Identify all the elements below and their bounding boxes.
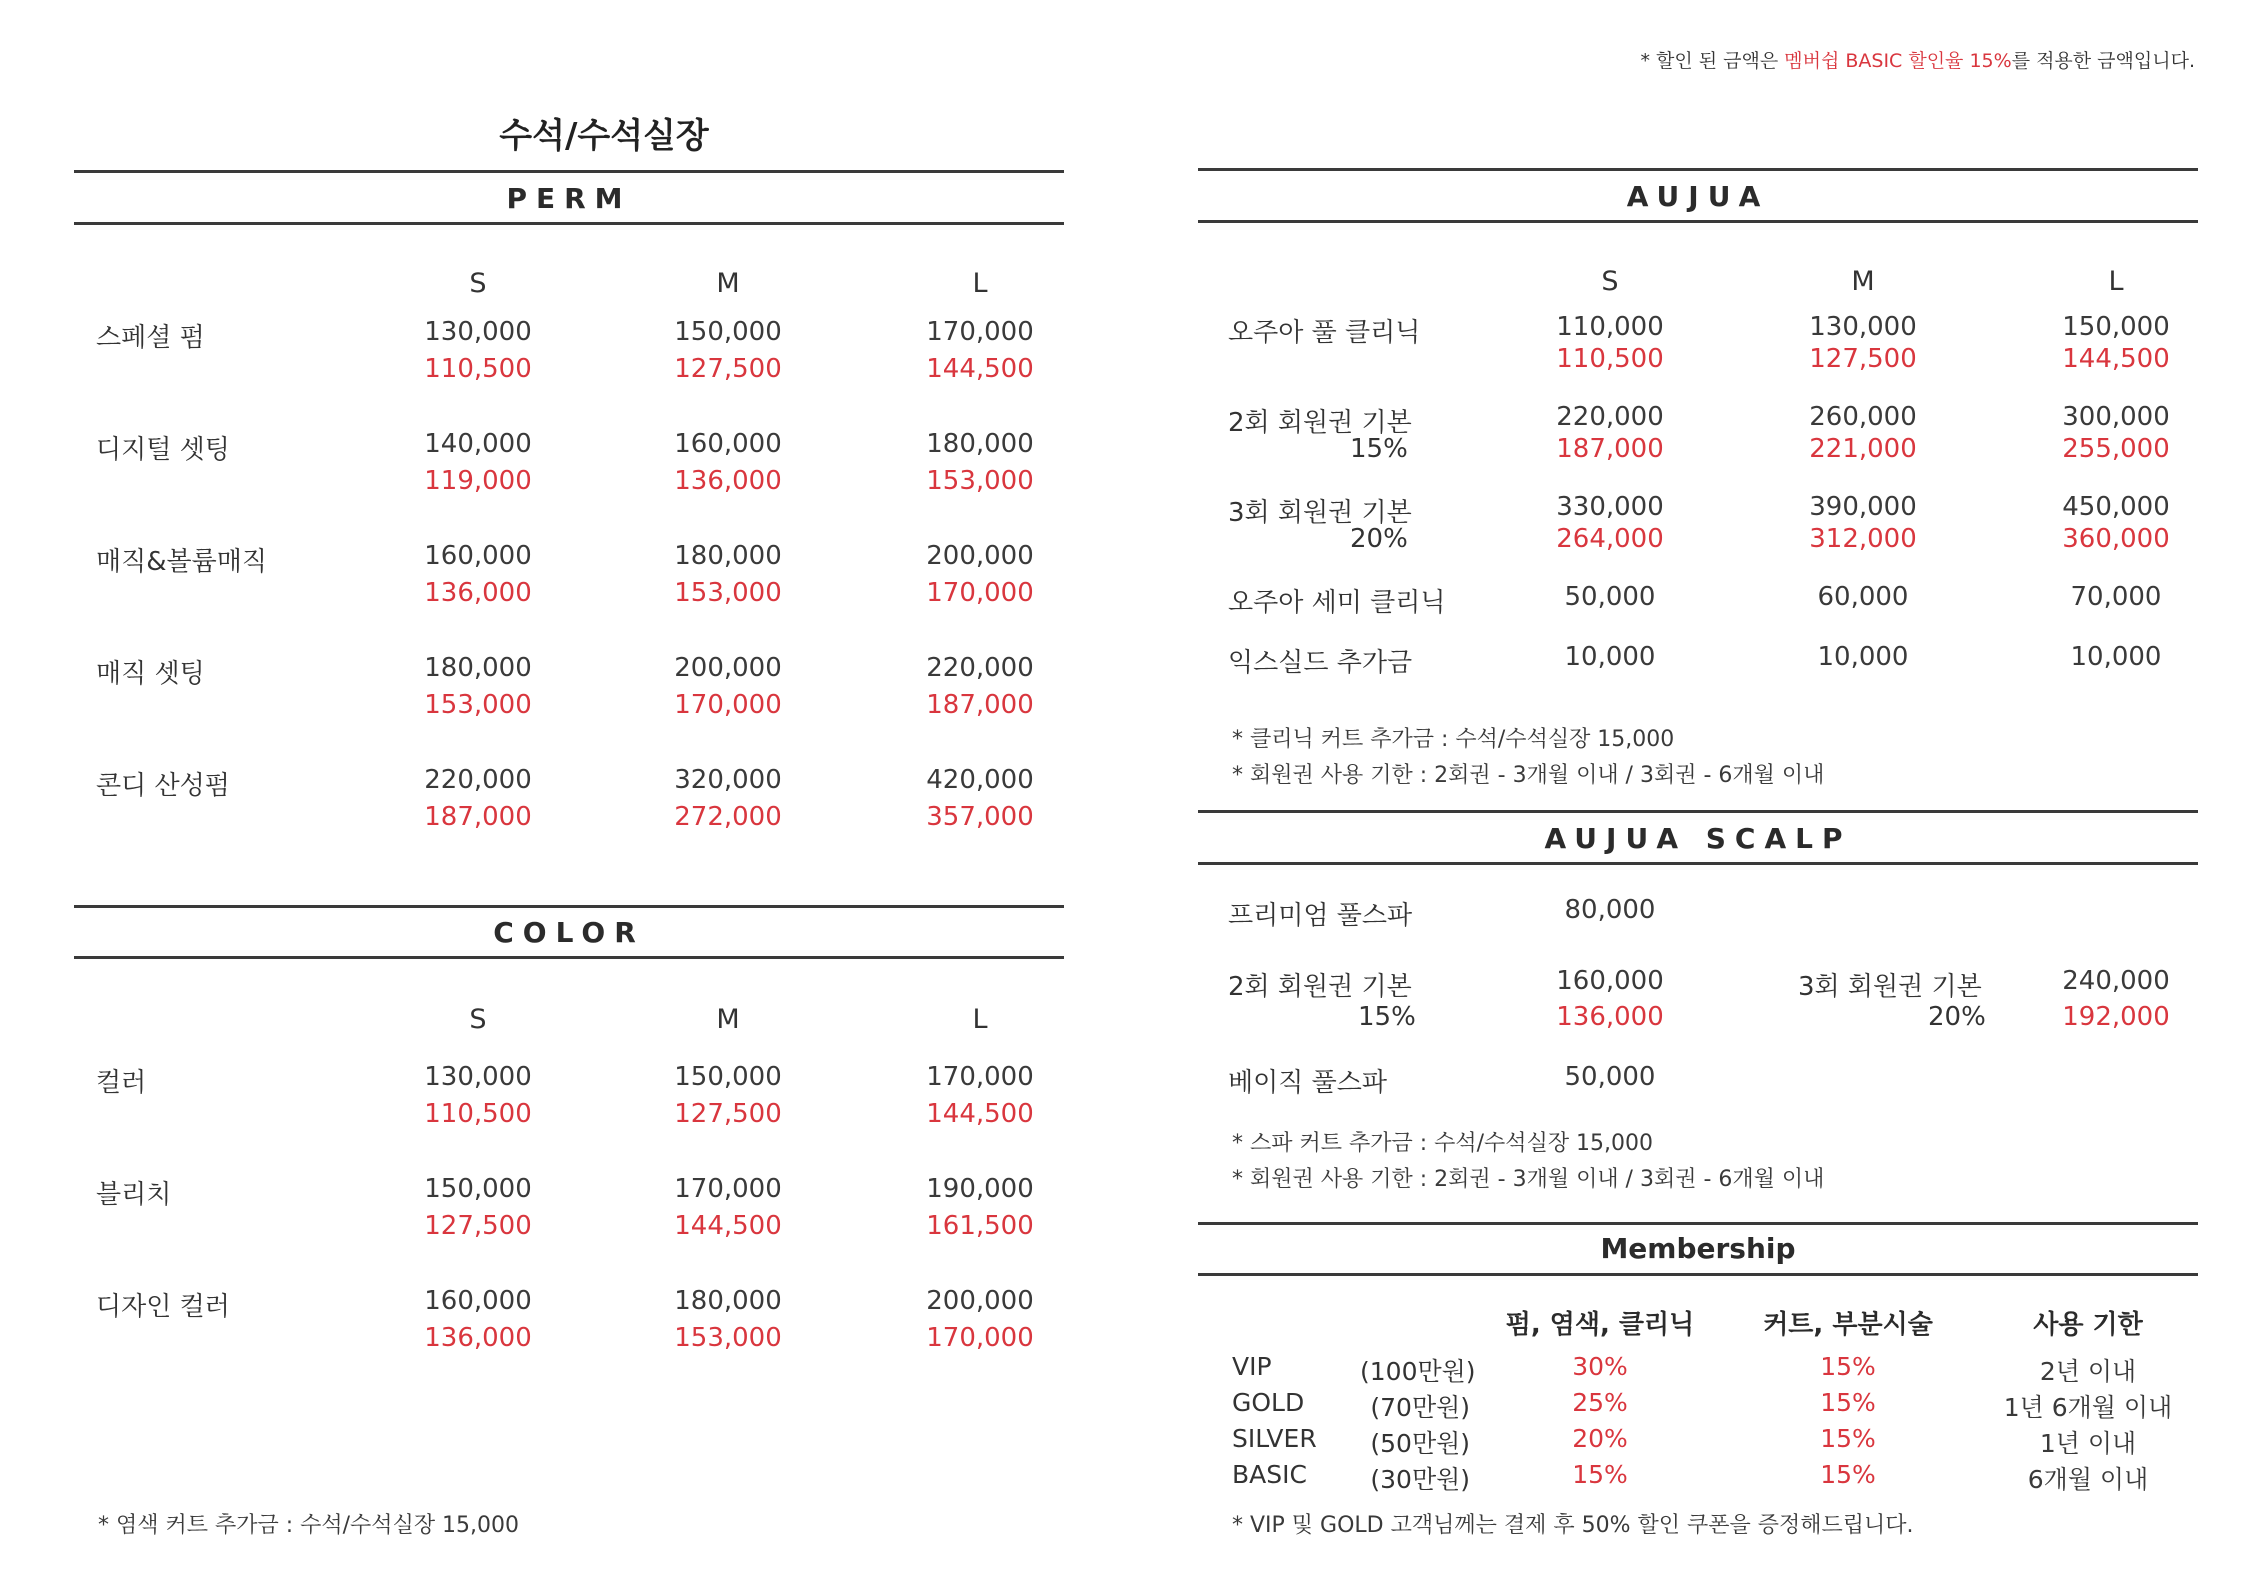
scalp-bottom-rule bbox=[1198, 862, 2198, 865]
color-row-discount: 144,500 bbox=[674, 1211, 782, 1241]
color-row-discount: 170,000 bbox=[926, 1323, 1034, 1353]
membership-tier-perm-rate: 30% bbox=[1572, 1352, 1628, 1381]
aujua-row-price: 50,000 bbox=[1564, 582, 1656, 612]
perm-row-discount: 187,000 bbox=[926, 690, 1034, 720]
aujua-row-discount: 144,500 bbox=[2062, 344, 2170, 374]
membership-tier-name: VIP bbox=[1232, 1352, 1272, 1381]
membership-tier-perm-rate: 25% bbox=[1572, 1388, 1628, 1417]
perm-row-price: 320,000 bbox=[674, 765, 782, 795]
aujua-row-discount: 221,000 bbox=[1809, 434, 1917, 464]
aujua-row-price: 10,000 bbox=[1817, 642, 1909, 672]
color-row-discount: 110,500 bbox=[424, 1099, 532, 1129]
aujua-row-discount: 255,000 bbox=[2062, 434, 2170, 464]
aujua-row-discount: 187,000 bbox=[1556, 434, 1664, 464]
perm-row-price: 140,000 bbox=[424, 429, 532, 459]
aujua-row-price: 70,000 bbox=[2070, 582, 2162, 612]
aujua-row-price: 60,000 bbox=[1817, 582, 1909, 612]
membership-tier-cut-rate: 15% bbox=[1820, 1460, 1876, 1489]
color-size-l: L bbox=[972, 1004, 988, 1035]
scalp-note-2: * 회원권 사용 기한 : 2회권 - 3개월 이내 / 3회권 - 6개월 이내 bbox=[1232, 1167, 1825, 1192]
perm-row-discount: 136,000 bbox=[424, 578, 532, 608]
color-row-discount: 153,000 bbox=[674, 1323, 782, 1353]
scalp-pass2-rate: 15% bbox=[1358, 1002, 1416, 1032]
color-row-discount: 127,500 bbox=[674, 1099, 782, 1129]
perm-row-discount: 357,000 bbox=[926, 802, 1034, 832]
membership-tier-period: 6개월 이내 bbox=[2027, 1465, 2149, 1494]
discount-note-suffix: 를 적용한 금액입니다. bbox=[2011, 50, 2195, 72]
color-row-discount: 144,500 bbox=[926, 1099, 1034, 1129]
color-row-price: 160,000 bbox=[424, 1286, 532, 1316]
perm-row-discount: 272,000 bbox=[674, 802, 782, 832]
aujua-size-s: S bbox=[1601, 266, 1619, 297]
perm-row-discount: 136,000 bbox=[674, 466, 782, 496]
membership-tier-name: BASIC bbox=[1232, 1460, 1307, 1489]
discount-note-highlight: 멤버쉽 BASIC 할인율 15% bbox=[1784, 50, 2012, 72]
perm-row-discount: 170,000 bbox=[674, 690, 782, 720]
scalp-pass3-label: 3회 회원권 기본 bbox=[1798, 972, 1982, 1002]
aujua-top-rule bbox=[1198, 168, 2198, 171]
perm-size-m: M bbox=[716, 268, 740, 299]
membership-tier-perm-rate: 20% bbox=[1572, 1424, 1628, 1453]
membership-top-rule bbox=[1198, 1222, 2198, 1225]
aujua-row-price: 110,000 bbox=[1556, 312, 1664, 342]
aujua-row-rate: 20% bbox=[1350, 524, 1408, 554]
perm-row-discount: 110,500 bbox=[424, 354, 532, 384]
perm-row-price: 180,000 bbox=[424, 653, 532, 683]
scalp-pass2-discount: 136,000 bbox=[1556, 1002, 1664, 1032]
perm-row-price: 130,000 bbox=[424, 317, 532, 347]
membership-tier-amount: (100만원) bbox=[1360, 1357, 1476, 1386]
scalp-pass2-label: 2회 회원권 기본 bbox=[1228, 972, 1412, 1002]
membership-bottom-rule bbox=[1198, 1273, 2198, 1276]
aujua-row-discount: 360,000 bbox=[2062, 524, 2170, 554]
perm-row-price: 200,000 bbox=[674, 653, 782, 683]
color-row-label: 디자인 컬러 bbox=[96, 1292, 230, 1322]
aujua-row-price: 260,000 bbox=[1809, 402, 1917, 432]
perm-row-discount: 170,000 bbox=[926, 578, 1034, 608]
perm-row-price: 220,000 bbox=[424, 765, 532, 795]
perm-row-price: 160,000 bbox=[674, 429, 782, 459]
color-size-m: M bbox=[716, 1004, 740, 1035]
scalp-pass3-price: 240,000 bbox=[2062, 966, 2170, 996]
aujua-row-price: 130,000 bbox=[1809, 312, 1917, 342]
scalp-pass3-discount: 192,000 bbox=[2062, 1002, 2170, 1032]
membership-tier-cut-rate: 15% bbox=[1820, 1424, 1876, 1453]
aujua-row-price: 300,000 bbox=[2062, 402, 2170, 432]
color-size-s: S bbox=[469, 1004, 487, 1035]
aujua-row-label: 익스실드 추가금 bbox=[1228, 648, 1413, 678]
aujua-row-price: 450,000 bbox=[2062, 492, 2170, 522]
color-row-discount: 136,000 bbox=[424, 1323, 532, 1353]
color-row-discount: 127,500 bbox=[424, 1211, 532, 1241]
membership-tier-cut-rate: 15% bbox=[1820, 1352, 1876, 1381]
color-header: COLOR bbox=[493, 916, 645, 949]
aujua-row-rate: 15% bbox=[1350, 434, 1408, 464]
membership-header: Membership bbox=[1600, 1232, 1796, 1265]
aujua-note-1: * 클리닉 커트 추가금 : 수석/수석실장 15,000 bbox=[1232, 727, 1675, 752]
membership-col-period: 사용 기한 bbox=[2033, 1310, 2143, 1340]
membership-note: * VIP 및 GOLD 고객님께는 결제 후 50% 할인 쿠폰을 증정해드립니다. bbox=[1232, 1513, 1914, 1538]
membership-tier-amount: (70만원) bbox=[1370, 1393, 1470, 1422]
perm-row-discount: 144,500 bbox=[926, 354, 1034, 384]
perm-row-price: 160,000 bbox=[424, 541, 532, 571]
membership-tier-amount: (50만원) bbox=[1370, 1429, 1470, 1458]
color-row-price: 190,000 bbox=[926, 1174, 1034, 1204]
aujua-row-label: 오주아 풀 클리닉 bbox=[1228, 318, 1421, 348]
aujua-row-discount: 312,000 bbox=[1809, 524, 1917, 554]
aujua-row-price: 390,000 bbox=[1809, 492, 1917, 522]
color-row-price: 200,000 bbox=[926, 1286, 1034, 1316]
discount-note bbox=[1640, 46, 2195, 73]
color-row-label: 블리치 bbox=[96, 1180, 172, 1210]
aujua-row-label: 오주아 세미 클리닉 bbox=[1228, 588, 1446, 618]
perm-row-price: 420,000 bbox=[926, 765, 1034, 795]
scalp-premium-price: 80,000 bbox=[1564, 895, 1656, 925]
color-top-rule bbox=[74, 905, 1064, 908]
aujua-row-price: 220,000 bbox=[1556, 402, 1664, 432]
perm-row-price: 180,000 bbox=[674, 541, 782, 571]
color-row-price: 150,000 bbox=[674, 1062, 782, 1092]
membership-tier-period: 2년 이내 bbox=[2039, 1357, 2137, 1386]
perm-top-rule bbox=[74, 170, 1064, 173]
perm-row-discount: 127,500 bbox=[674, 354, 782, 384]
perm-row-label: 스페셜 펌 bbox=[96, 323, 205, 353]
scalp-header: AUJUA SCALP bbox=[1544, 822, 1852, 855]
perm-row-discount: 153,000 bbox=[674, 578, 782, 608]
perm-size-l: L bbox=[972, 268, 988, 299]
perm-size-s: S bbox=[469, 268, 487, 299]
color-bottom-rule bbox=[74, 956, 1064, 959]
perm-row-discount: 153,000 bbox=[424, 690, 532, 720]
aujua-row-discount: 127,500 bbox=[1809, 344, 1917, 374]
aujua-row-price: 10,000 bbox=[1564, 642, 1656, 672]
color-row-price: 130,000 bbox=[424, 1062, 532, 1092]
membership-tier-amount: (30만원) bbox=[1370, 1465, 1470, 1494]
discount-note-prefix: * 할인 된 금액은 bbox=[1640, 50, 1785, 72]
perm-row-label: 디지털 셋팅 bbox=[96, 435, 230, 465]
color-row-discount: 161,500 bbox=[926, 1211, 1034, 1241]
perm-row-label: 매직 셋팅 bbox=[96, 659, 205, 689]
aujua-header: AUJUA bbox=[1626, 180, 1770, 213]
aujua-row-discount: 264,000 bbox=[1556, 524, 1664, 554]
membership-tier-period: 1년 6개월 이내 bbox=[2003, 1393, 2173, 1422]
scalp-premium-label: 프리미엄 풀스파 bbox=[1228, 901, 1413, 931]
aujua-bottom-rule bbox=[1198, 220, 2198, 223]
scalp-basic-price: 50,000 bbox=[1564, 1062, 1656, 1092]
scalp-note-1: * 스파 커트 추가금 : 수석/수석실장 15,000 bbox=[1232, 1131, 1654, 1156]
perm-row-price: 180,000 bbox=[926, 429, 1034, 459]
perm-row-price: 150,000 bbox=[674, 317, 782, 347]
scalp-top-rule bbox=[1198, 810, 2198, 813]
perm-row-label: 매직&볼륨매직 bbox=[96, 547, 267, 577]
aujua-row-label: 2회 회원권 기본 bbox=[1228, 408, 1412, 438]
perm-row-label: 콘디 산성펌 bbox=[96, 771, 230, 801]
perm-row-price: 200,000 bbox=[926, 541, 1034, 571]
perm-bottom-rule bbox=[74, 222, 1064, 225]
perm-row-discount: 153,000 bbox=[926, 466, 1034, 496]
aujua-row-discount: 110,500 bbox=[1556, 344, 1664, 374]
membership-col-perm: 펌, 염색, 클리닉 bbox=[1505, 1310, 1695, 1340]
perm-row-discount: 119,000 bbox=[424, 466, 532, 496]
perm-row-price: 220,000 bbox=[926, 653, 1034, 683]
scalp-pass2-price: 160,000 bbox=[1556, 966, 1664, 996]
membership-tier-perm-rate: 15% bbox=[1572, 1460, 1628, 1489]
membership-tier-period: 1년 이내 bbox=[2039, 1429, 2137, 1458]
page-title: 수석/수석실장 bbox=[499, 116, 709, 156]
membership-tier-name: SILVER bbox=[1232, 1424, 1317, 1453]
aujua-row-price: 330,000 bbox=[1556, 492, 1664, 522]
membership-tier-cut-rate: 15% bbox=[1820, 1388, 1876, 1417]
aujua-row-price: 150,000 bbox=[2062, 312, 2170, 342]
aujua-row-price: 10,000 bbox=[2070, 642, 2162, 672]
membership-col-cut: 커트, 부분시술 bbox=[1763, 1310, 1933, 1340]
color-row-price: 170,000 bbox=[926, 1062, 1034, 1092]
perm-row-price: 170,000 bbox=[926, 317, 1034, 347]
color-row-price: 150,000 bbox=[424, 1174, 532, 1204]
perm-row-discount: 187,000 bbox=[424, 802, 532, 832]
color-row-price: 170,000 bbox=[674, 1174, 782, 1204]
membership-tier-name: GOLD bbox=[1232, 1388, 1305, 1417]
scalp-basic-label: 베이직 풀스파 bbox=[1228, 1068, 1387, 1098]
perm-header: PERM bbox=[506, 182, 632, 215]
aujua-row-label: 3회 회원권 기본 bbox=[1228, 498, 1412, 528]
aujua-note-2: * 회원권 사용 기한 : 2회권 - 3개월 이내 / 3회권 - 6개월 이내 bbox=[1232, 763, 1825, 788]
color-row-price: 180,000 bbox=[674, 1286, 782, 1316]
color-note: * 염색 커트 추가금 : 수석/수석실장 15,000 bbox=[98, 1513, 520, 1538]
aujua-size-l: L bbox=[2108, 266, 2124, 297]
aujua-size-m: M bbox=[1851, 266, 1875, 297]
color-row-label: 컬러 bbox=[96, 1068, 147, 1098]
scalp-pass3-rate: 20% bbox=[1928, 1002, 1986, 1032]
